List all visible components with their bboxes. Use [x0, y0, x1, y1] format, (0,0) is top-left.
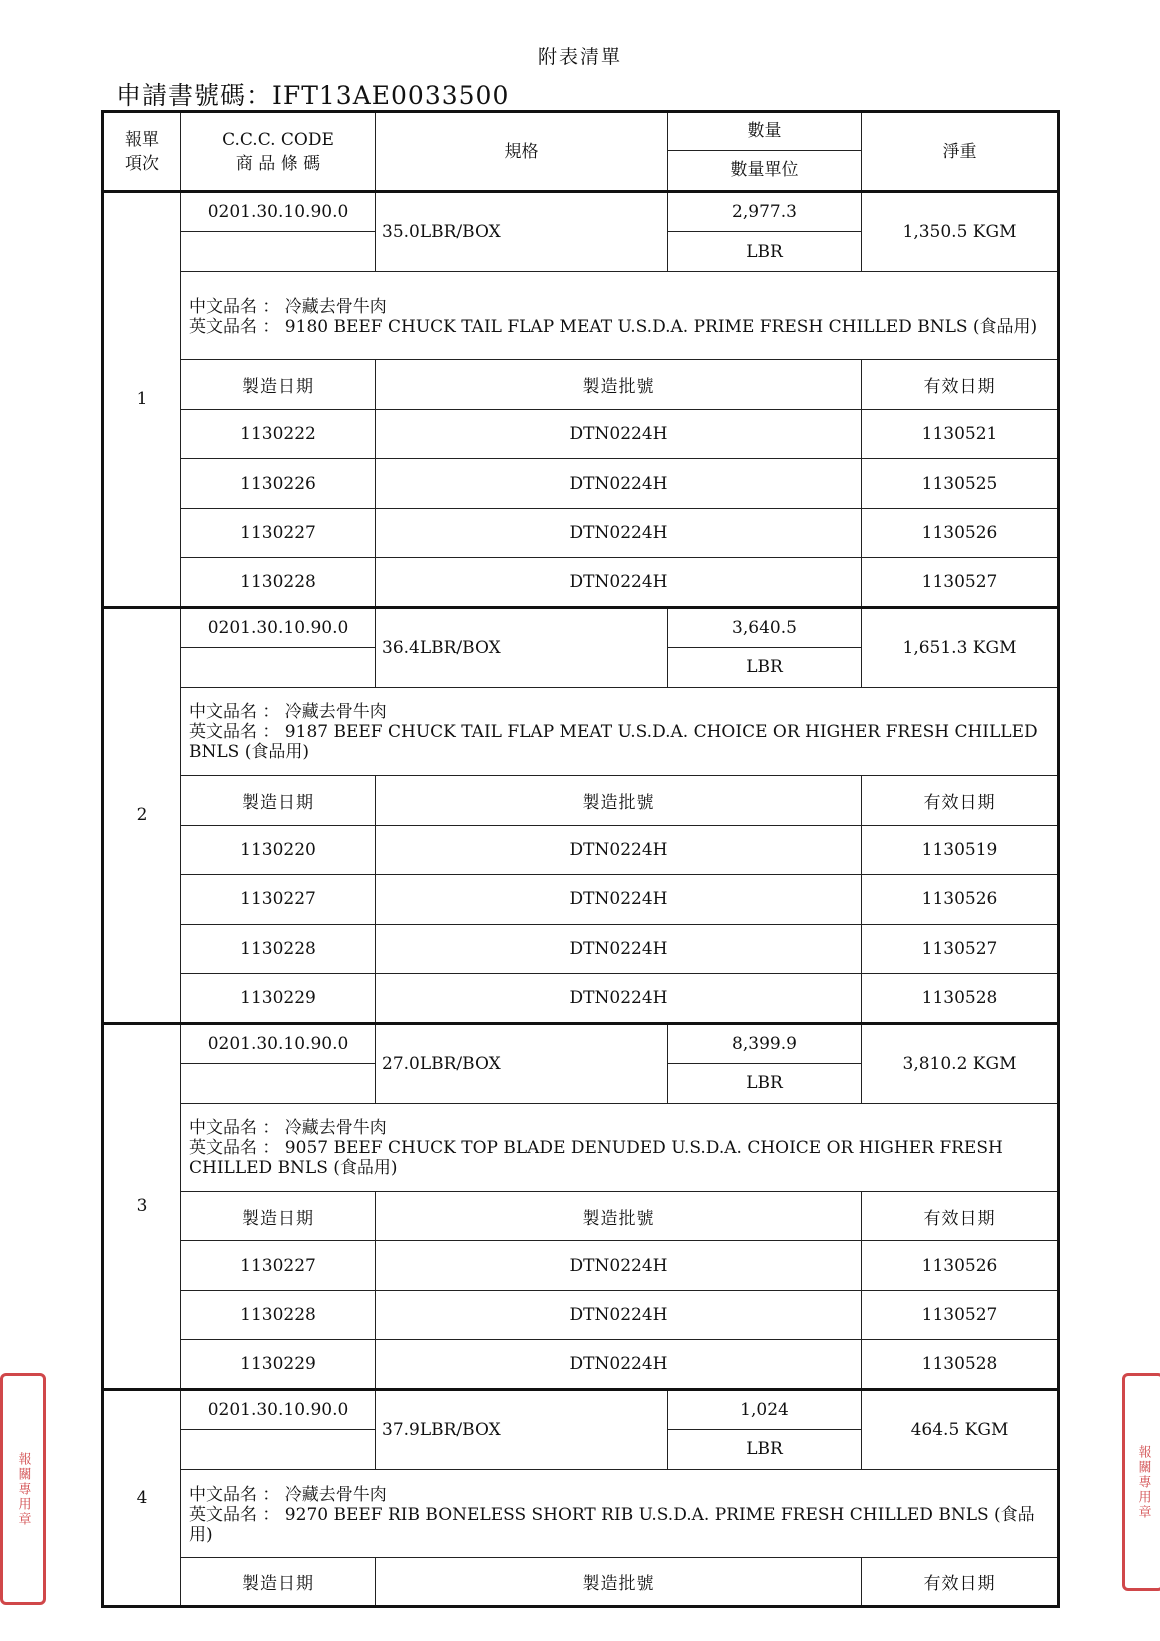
item-number: 4	[103, 1389, 181, 1606]
item-number: 3	[103, 1023, 181, 1389]
table-row	[103, 776, 1059, 825]
table-row	[103, 409, 1059, 458]
header-qty: 數量	[668, 112, 862, 151]
item-spec: 35.0LBR/BOX	[376, 192, 668, 272]
lot-header-exp-date: 有效日期	[862, 360, 1059, 409]
desc-english-name: 英文品名 ： 9187 BEEF CHUCK TAIL FLAP MEAT U.S.D.A. CHOICE OR HIGHER FRESH CHILLED BNLS (食品用)	[189, 722, 1038, 763]
seal-text: 報關專用章	[1135, 1444, 1151, 1520]
item-unit: LBR	[668, 232, 862, 272]
item-net-weight: 3,810.2 KGM	[862, 1023, 1059, 1103]
customs-seal-left	[0, 1373, 46, 1605]
item-ccc-code: 0201.30.10.90.0	[181, 1023, 376, 1063]
lot-mfg-date: 1130229	[181, 1340, 376, 1389]
lot-exp-date: 1130526	[862, 1241, 1059, 1290]
table-row	[103, 875, 1059, 924]
lot-header-exp-date: 有效日期	[862, 776, 1059, 825]
item-barcode-empty	[181, 1063, 376, 1103]
table-row	[103, 1103, 1059, 1191]
item-unit: LBR	[668, 1063, 862, 1103]
item-unit: LBR	[668, 647, 862, 687]
customs-seal-right	[1122, 1373, 1160, 1591]
table-row	[103, 459, 1059, 508]
lot-mfg-date: 1130227	[181, 875, 376, 924]
item-qty: 8,399.9	[668, 1023, 862, 1063]
lot-header-lot-no: 製造批號	[376, 1191, 862, 1240]
lot-number: DTN0224H	[376, 1290, 862, 1339]
table-row	[103, 1558, 1059, 1607]
header-ccc	[181, 112, 376, 192]
table-row	[103, 1290, 1059, 1339]
lot-header-mfg-date: 製造日期	[181, 1191, 376, 1240]
item-ccc-code: 0201.30.10.90.0	[181, 607, 376, 647]
page-title: 附表清單	[537, 46, 622, 68]
lot-number: DTN0224H	[376, 409, 862, 458]
table-row	[103, 607, 1059, 647]
table-row	[103, 974, 1059, 1023]
lot-number: DTN0224H	[376, 508, 862, 557]
header-item-no-line1: 報單	[125, 129, 159, 150]
lot-header-mfg-date: 製造日期	[181, 360, 376, 409]
table-row	[103, 1241, 1059, 1290]
table-row	[103, 558, 1059, 607]
header-spec: 規格	[376, 112, 668, 192]
item-unit: LBR	[668, 1429, 862, 1469]
lot-number: DTN0224H	[376, 1241, 862, 1290]
lot-number: DTN0224H	[376, 924, 862, 973]
header-item-no-line2: 項次	[125, 153, 159, 174]
table-row	[103, 1023, 1059, 1063]
table-row	[103, 1340, 1059, 1389]
table-row	[103, 1389, 1059, 1429]
item-net-weight: 1,651.3 KGM	[862, 607, 1059, 687]
lot-exp-date: 1130519	[862, 825, 1059, 874]
table-row	[103, 924, 1059, 973]
item-qty: 3,640.5	[668, 607, 862, 647]
lot-header-lot-no: 製造批號	[376, 360, 862, 409]
desc-english-name: 英文品名 ： 9270 BEEF RIB BONELESS SHORT RIB U.S.D.A. PRIME FRESH CHILLED BNLS (食品用)	[189, 1504, 1035, 1545]
lot-mfg-date: 1130228	[181, 924, 376, 973]
lot-exp-date: 1130528	[862, 974, 1059, 1023]
lot-mfg-date: 1130222	[181, 409, 376, 458]
lot-mfg-date: 1130227	[181, 1241, 376, 1290]
lot-mfg-date: 1130228	[181, 1290, 376, 1339]
item-number: 2	[103, 607, 181, 1023]
item-description	[181, 1469, 1059, 1557]
lot-mfg-date: 1130220	[181, 825, 376, 874]
lot-exp-date: 1130528	[862, 1340, 1059, 1389]
item-barcode-empty	[181, 647, 376, 687]
item-description	[181, 1103, 1059, 1191]
item-qty: 2,977.3	[668, 192, 862, 232]
attachment-table	[101, 110, 1060, 1608]
lot-mfg-date: 1130228	[181, 558, 376, 607]
table-row	[103, 360, 1059, 409]
item-ccc-code: 0201.30.10.90.0	[181, 1389, 376, 1429]
header-ccc-line1: C.C.C. CODE	[222, 129, 334, 150]
desc-chinese-name: 中文品名 ： 冷藏去骨牛肉	[189, 702, 387, 723]
table-row	[103, 1469, 1059, 1557]
lot-exp-date: 1130527	[862, 1290, 1059, 1339]
header-ccc-line2: 商 品 條 碼	[235, 153, 321, 174]
lot-exp-date: 1130526	[862, 508, 1059, 557]
table-row	[103, 825, 1059, 874]
lot-number: DTN0224H	[376, 825, 862, 874]
lot-mfg-date: 1130227	[181, 508, 376, 557]
lot-number: DTN0224H	[376, 1340, 862, 1389]
table-row	[103, 1191, 1059, 1240]
item-qty: 1,024	[668, 1389, 862, 1429]
table-row	[103, 112, 1059, 151]
lot-number: DTN0224H	[376, 558, 862, 607]
lot-header-lot-no: 製造批號	[376, 1558, 862, 1607]
header-item-no	[103, 112, 181, 192]
item-description	[181, 687, 1059, 775]
lot-exp-date: 1130525	[862, 459, 1059, 508]
lot-number: DTN0224H	[376, 875, 862, 924]
lot-header-exp-date: 有效日期	[862, 1558, 1059, 1607]
lot-number: DTN0224H	[376, 974, 862, 1023]
item-number: 1	[103, 192, 181, 608]
lot-exp-date: 1130527	[862, 558, 1059, 607]
lot-exp-date: 1130527	[862, 924, 1059, 973]
lot-mfg-date: 1130229	[181, 974, 376, 1023]
table-row	[103, 508, 1059, 557]
lot-mfg-date: 1130226	[181, 459, 376, 508]
lot-exp-date: 1130526	[862, 875, 1059, 924]
item-spec: 27.0LBR/BOX	[376, 1023, 668, 1103]
item-spec: 36.4LBR/BOX	[376, 607, 668, 687]
table-row	[103, 192, 1059, 232]
table-row	[103, 272, 1059, 360]
lot-number: DTN0224H	[376, 459, 862, 508]
lot-header-mfg-date: 製造日期	[181, 1558, 376, 1607]
desc-chinese-name: 中文品名 ： 冷藏去骨牛肉	[189, 296, 387, 317]
lot-header-mfg-date: 製造日期	[181, 776, 376, 825]
item-barcode-empty	[181, 1429, 376, 1469]
item-net-weight: 464.5 KGM	[862, 1389, 1059, 1469]
header-qty-unit: 數量單位	[668, 150, 862, 191]
lot-exp-date: 1130521	[862, 409, 1059, 458]
lot-header-exp-date: 有效日期	[862, 1191, 1059, 1240]
item-barcode-empty	[181, 232, 376, 272]
item-spec: 37.9LBR/BOX	[376, 1389, 668, 1469]
desc-english-name: 英文品名 ： 9180 BEEF CHUCK TAIL FLAP MEAT U.S.D.A. PRIME FRESH CHILLED BNLS (食品用)	[189, 316, 1038, 337]
desc-chinese-name: 中文品名 ： 冷藏去骨牛肉	[189, 1118, 387, 1139]
seal-text: 報關專用章	[15, 1451, 31, 1527]
item-description	[181, 272, 1059, 360]
item-net-weight: 1,350.5 KGM	[862, 192, 1059, 272]
desc-chinese-name: 中文品名 ： 冷藏去骨牛肉	[189, 1484, 387, 1505]
application-number: 申請書號碼：IFT13AE0033500	[116, 81, 510, 110]
desc-english-name: 英文品名 ： 9057 BEEF CHUCK TOP BLADE DENUDED U.S.D.A. CHOICE OR HIGHER FRESH CHILLED BNLS (食品用)	[189, 1138, 1003, 1179]
item-ccc-code: 0201.30.10.90.0	[181, 192, 376, 232]
lot-header-lot-no: 製造批號	[376, 776, 862, 825]
header-net-weight: 淨重	[862, 112, 1059, 192]
table-row	[103, 687, 1059, 775]
